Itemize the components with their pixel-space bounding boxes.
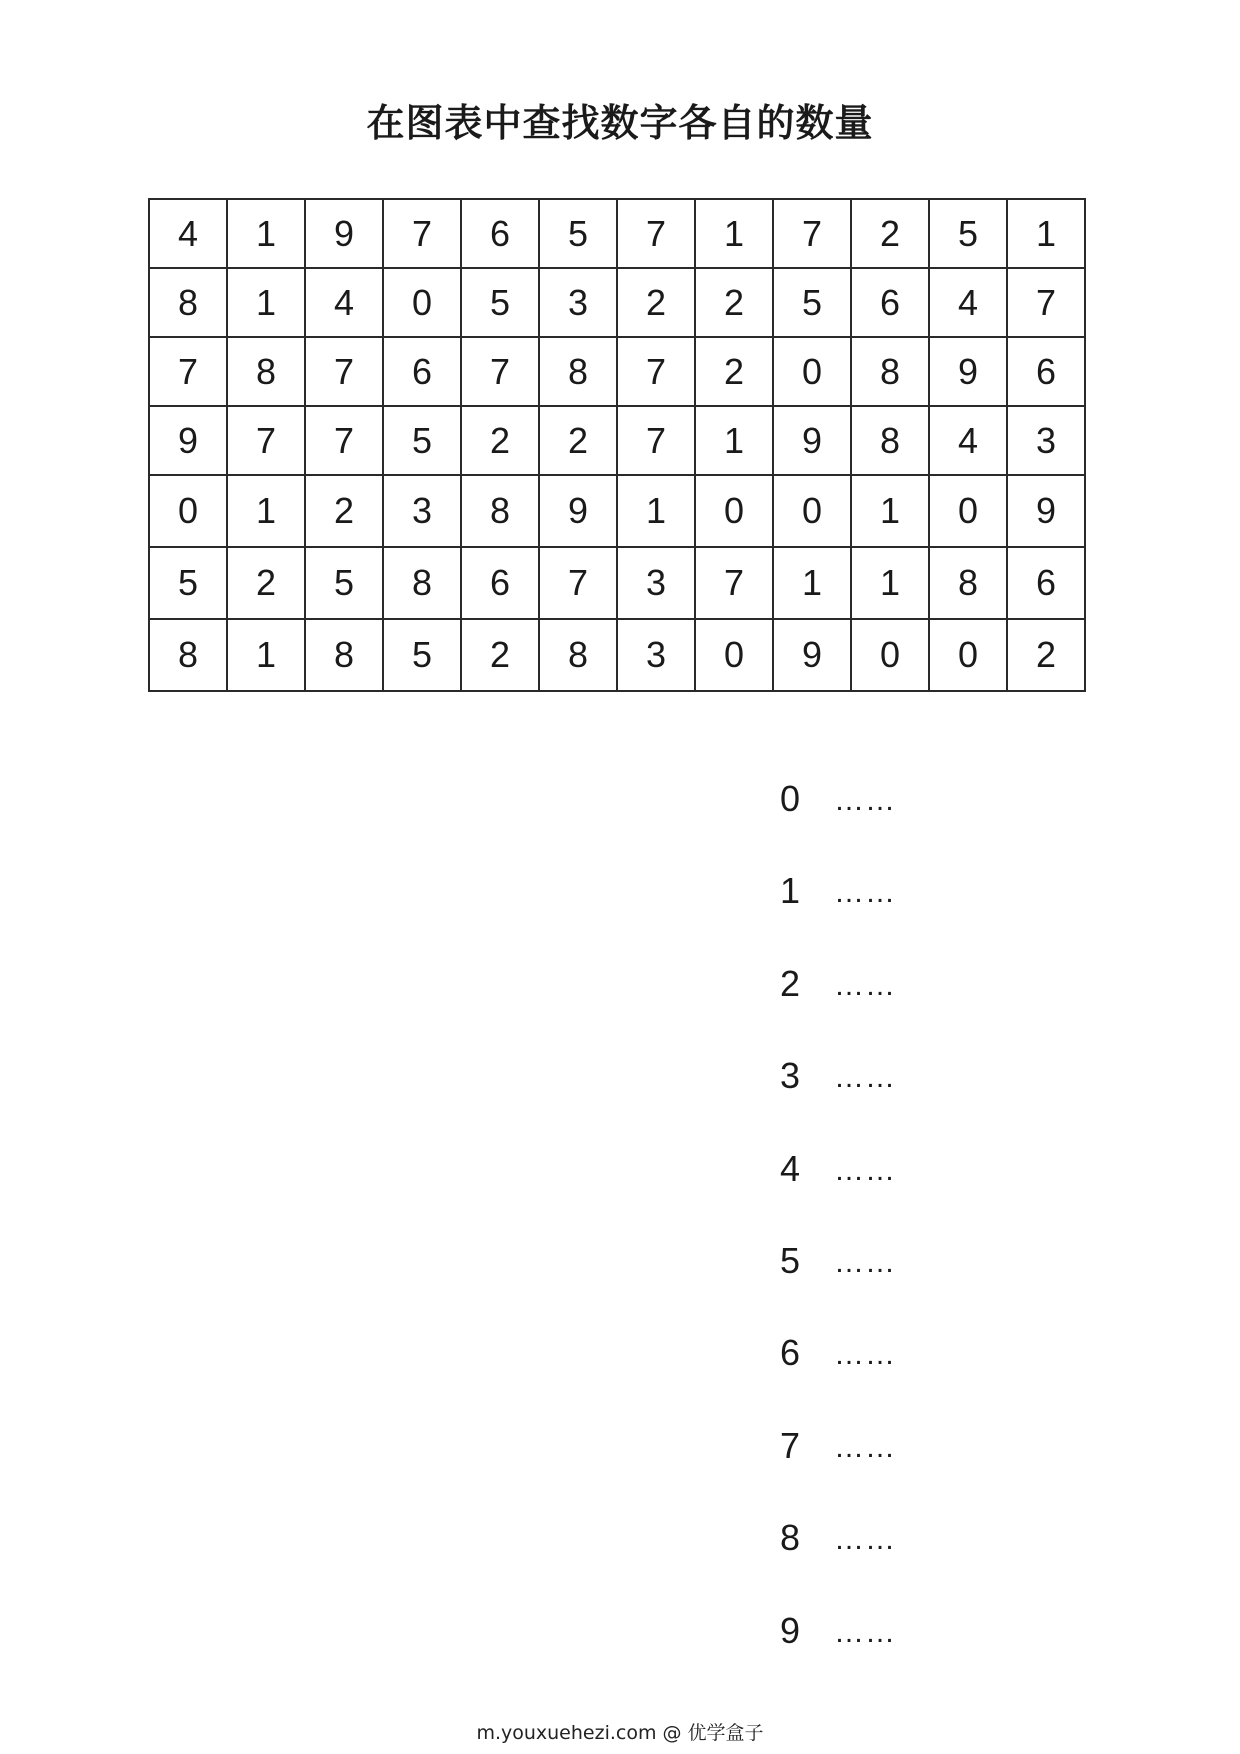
grid-cell: 7	[617, 337, 695, 406]
grid-cell: 5	[539, 199, 617, 268]
grid-cell: 9	[305, 199, 383, 268]
grid-cell: 1	[227, 199, 305, 268]
answer-row	[780, 1148, 1040, 1240]
grid-row	[149, 547, 1085, 619]
answer-row	[780, 870, 1040, 962]
answer-row	[780, 1610, 1040, 1702]
grid-cell: 2	[617, 268, 695, 337]
answer-blank[interactable]: ……	[834, 1338, 896, 1372]
answer-digit: 8	[780, 1517, 801, 1559]
grid-cell: 2	[305, 475, 383, 547]
answer-blank[interactable]: ……	[834, 968, 896, 1002]
answer-row	[780, 1240, 1040, 1332]
grid-cell: 4	[929, 406, 1007, 475]
grid-cell: 8	[149, 619, 227, 691]
grid-cell: 2	[539, 406, 617, 475]
grid-cell: 5	[383, 406, 461, 475]
answer-list	[780, 778, 1040, 1702]
grid-cell: 8	[461, 475, 539, 547]
answer-digit: 6	[780, 1332, 801, 1374]
grid-cell: 0	[929, 619, 1007, 691]
grid-row	[149, 268, 1085, 337]
grid-cell: 7	[149, 337, 227, 406]
grid-cell: 0	[695, 619, 773, 691]
grid-cell: 1	[851, 547, 929, 619]
grid-cell: 3	[1007, 406, 1085, 475]
grid-cell: 9	[539, 475, 617, 547]
grid-cell: 3	[617, 619, 695, 691]
grid-cell: 7	[617, 406, 695, 475]
grid-cell: 8	[305, 619, 383, 691]
answer-digit: 2	[780, 962, 801, 1004]
grid-cell: 2	[851, 199, 929, 268]
grid-cell: 7	[1007, 268, 1085, 337]
grid-row	[149, 619, 1085, 691]
footer-watermark: m.youxuehezi.com @ 优学盒子	[476, 1722, 764, 1744]
answer-blank[interactable]: ……	[834, 784, 896, 817]
grid-cell: 1	[227, 268, 305, 337]
page-title: 在图表中查找数字各自的数量	[366, 101, 874, 145]
answer-digit: 3	[780, 1055, 801, 1097]
grid-cell: 5	[461, 268, 539, 337]
number-grid	[148, 198, 1086, 692]
grid-cell: 0	[773, 337, 851, 406]
grid-cell: 9	[773, 406, 851, 475]
grid-cell: 9	[929, 337, 1007, 406]
grid-cell: 1	[695, 199, 773, 268]
grid-cell: 8	[149, 268, 227, 337]
grid-cell: 7	[695, 547, 773, 619]
grid-cell: 1	[773, 547, 851, 619]
grid-cell: 8	[539, 337, 617, 406]
answer-row	[780, 1425, 1040, 1517]
answer-row	[780, 1055, 1040, 1147]
grid-cell: 2	[1007, 619, 1085, 691]
grid-cell: 6	[1007, 547, 1085, 619]
grid-cell: 1	[227, 619, 305, 691]
grid-cell: 2	[695, 268, 773, 337]
grid-cell: 8	[539, 619, 617, 691]
grid-cell: 1	[617, 475, 695, 547]
grid-cell: 8	[383, 547, 461, 619]
grid-cell: 2	[695, 337, 773, 406]
grid-cell: 4	[149, 199, 227, 268]
answer-digit: 7	[780, 1424, 801, 1466]
grid-cell: 7	[617, 199, 695, 268]
grid-cell: 0	[383, 268, 461, 337]
answer-row	[780, 778, 1040, 870]
grid-row	[149, 199, 1085, 268]
answer-blank[interactable]: ……	[834, 1615, 896, 1649]
grid-cell: 8	[851, 337, 929, 406]
grid-cell: 5	[929, 199, 1007, 268]
grid-cell: 7	[461, 337, 539, 406]
grid-cell: 1	[851, 475, 929, 547]
grid-cell: 6	[461, 199, 539, 268]
answer-digit: 1	[780, 870, 801, 912]
answer-blank[interactable]: ……	[834, 1523, 896, 1557]
grid-cell: 1	[695, 406, 773, 475]
grid-cell: 6	[383, 337, 461, 406]
grid-cell: 6	[461, 547, 539, 619]
answer-blank[interactable]: ……	[834, 1430, 896, 1464]
grid-row	[149, 337, 1085, 406]
grid-cell: 0	[929, 475, 1007, 547]
grid-cell: 0	[149, 475, 227, 547]
grid-cell: 8	[929, 547, 1007, 619]
grid-cell: 4	[305, 268, 383, 337]
grid-cell: 6	[1007, 337, 1085, 406]
answer-row	[780, 1517, 1040, 1609]
grid-cell: 0	[851, 619, 929, 691]
grid-cell: 7	[227, 406, 305, 475]
grid-cell: 1	[1007, 199, 1085, 268]
answer-digit: 0	[780, 778, 801, 819]
grid-cell: 5	[773, 268, 851, 337]
grid-cell: 0	[695, 475, 773, 547]
grid-cell: 3	[539, 268, 617, 337]
grid-cell: 4	[929, 268, 1007, 337]
grid-cell: 3	[383, 475, 461, 547]
grid-cell: 2	[227, 547, 305, 619]
grid-row	[149, 406, 1085, 475]
grid-cell: 2	[461, 406, 539, 475]
grid-cell: 8	[227, 337, 305, 406]
grid-cell: 9	[773, 619, 851, 691]
answer-blank[interactable]: ……	[834, 1061, 896, 1095]
grid-cell: 5	[383, 619, 461, 691]
grid-cell: 2	[461, 619, 539, 691]
answer-blank[interactable]: ……	[834, 876, 896, 910]
answer-digit: 4	[780, 1147, 801, 1189]
answer-digit: 5	[780, 1239, 801, 1281]
answer-blank[interactable]: ……	[834, 1245, 896, 1279]
grid-cell: 3	[617, 547, 695, 619]
grid-cell: 6	[851, 268, 929, 337]
grid-cell: 9	[149, 406, 227, 475]
grid-cell: 7	[383, 199, 461, 268]
grid-cell: 7	[539, 547, 617, 619]
grid-cell: 7	[305, 406, 383, 475]
grid-cell: 5	[305, 547, 383, 619]
grid-cell: 7	[773, 199, 851, 268]
grid-cell: 8	[851, 406, 929, 475]
answer-digit: 9	[780, 1609, 801, 1651]
grid-cell: 1	[227, 475, 305, 547]
answer-row	[780, 1332, 1040, 1424]
grid-cell: 9	[1007, 475, 1085, 547]
answer-row	[780, 963, 1040, 1055]
grid-row	[149, 475, 1085, 547]
grid-cell: 5	[149, 547, 227, 619]
grid-cell: 7	[305, 337, 383, 406]
answer-blank[interactable]: ……	[834, 1153, 896, 1187]
grid-cell: 0	[773, 475, 851, 547]
